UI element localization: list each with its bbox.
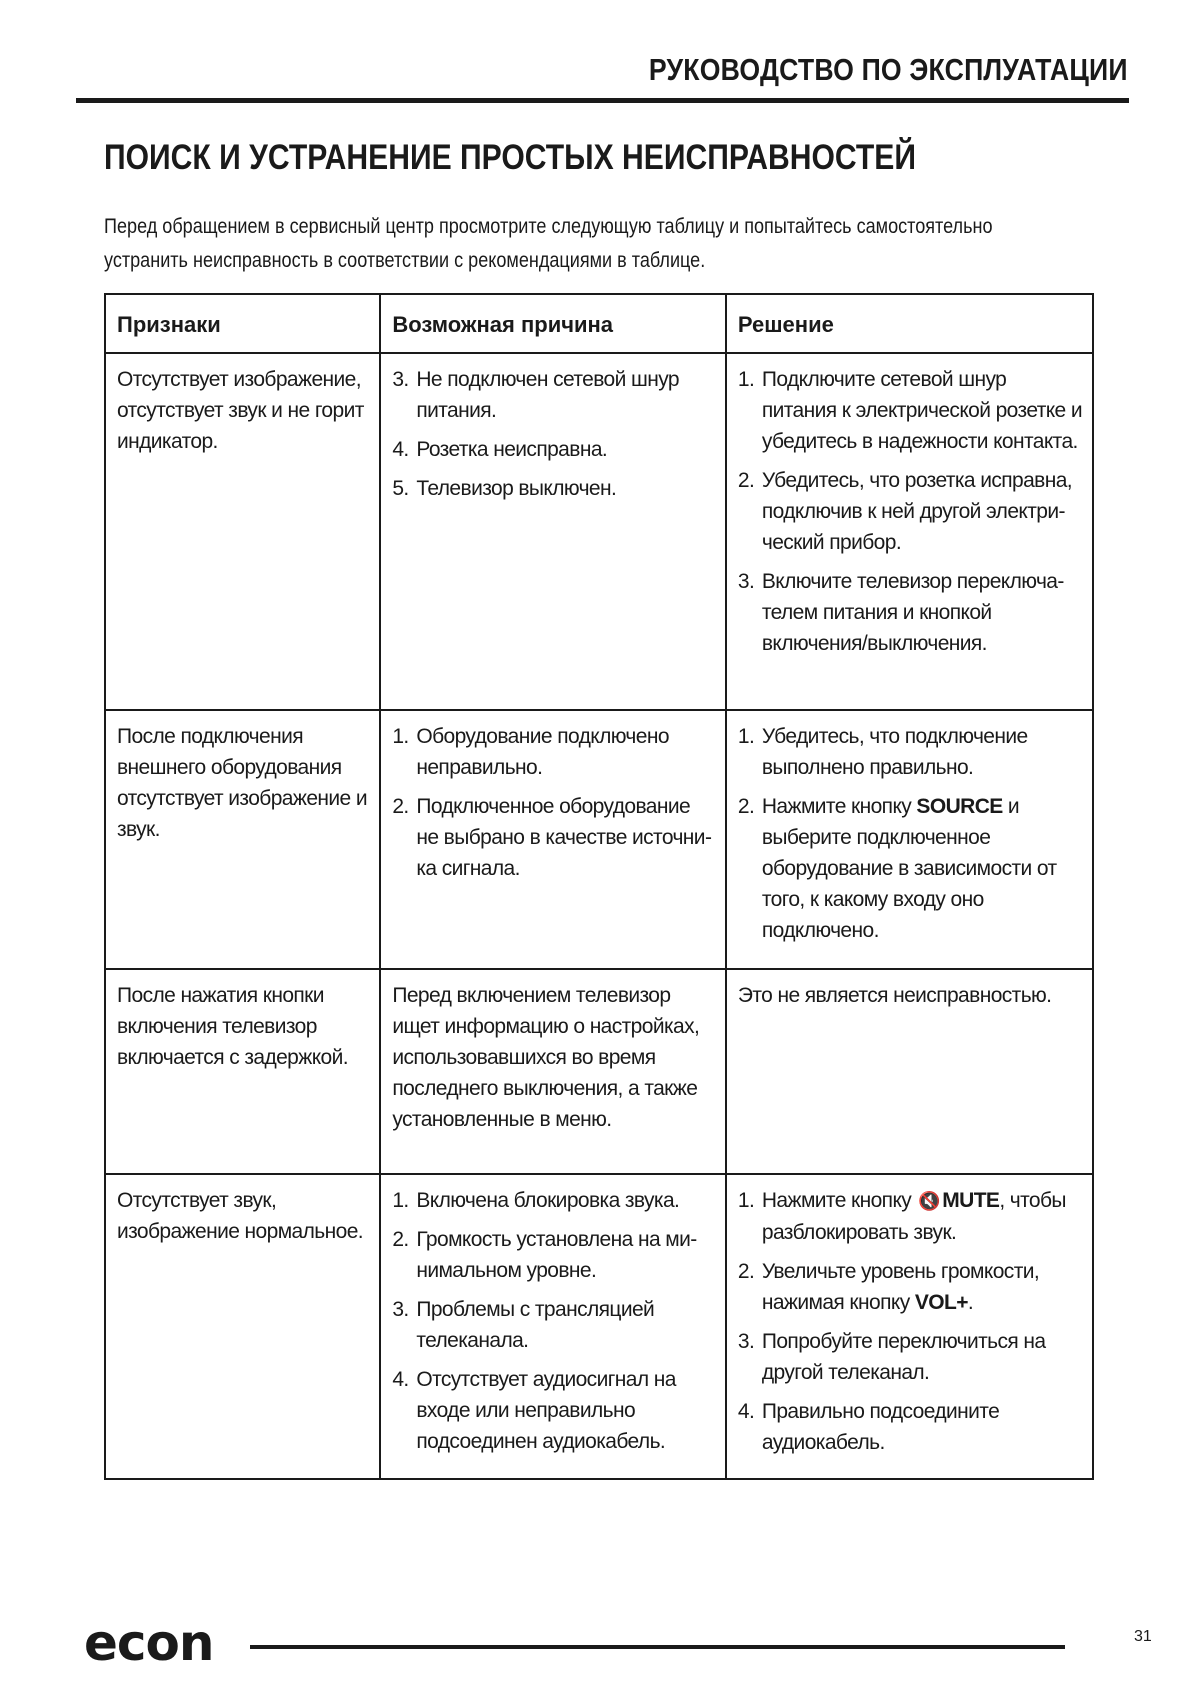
vol-key-label: VOL+	[914, 1291, 968, 1314]
solution-item: 1. Убедитесь, что подключение выполнено правильно.	[737, 725, 1028, 779]
table-row	[105, 710, 1093, 969]
cause-item: 1. Оборудование подключено неправильно.	[392, 725, 669, 779]
solution-cell	[726, 353, 1093, 710]
table-header-row	[105, 294, 1093, 353]
table-row	[105, 1174, 1093, 1479]
solution-item: 3. Включите телевизор переключателем питания и кнопкой включения/выключения.	[737, 570, 1065, 655]
section-title: ПОИСК И УСТРАНЕНИЕ ПРОСТЫХ НЕИСПРАВНОСТЕЙ	[104, 138, 917, 177]
solution-cell: Это не является неисправностью.	[726, 969, 1093, 1174]
mute-icon: 🔇	[918, 1191, 941, 1211]
cause-cell	[380, 353, 726, 710]
page-number: 31	[1134, 1628, 1152, 1645]
intro-line: устранить неисправность в соответствии с рекомендациями в таблице.	[104, 249, 706, 272]
table-row	[105, 353, 1093, 710]
symptom-cell: После нажатия кнопки включения телевизор включается с задержкой.	[105, 969, 380, 1174]
solution-cell	[726, 1174, 1093, 1479]
solution-item: 2. Убедитесь, что розетка исправна, подключив к ней другой электрический прибор.	[737, 469, 1073, 554]
table-row	[105, 969, 1093, 1174]
footer-rule	[250, 1645, 1065, 1649]
header-solution: Решение	[726, 294, 1093, 353]
cause-item: 4. Розетка неисправна.	[392, 438, 608, 461]
symptom-cell: Отсутствует изображение, отсутствует звук и не горит индикатор.	[105, 353, 380, 710]
symptom-cell: После подключения внешнего оборудования отсутствует изображение и звук.	[105, 710, 380, 969]
solution-item: 4. Правильно подсоедините аудиокабель.	[737, 1400, 1000, 1454]
intro-paragraph	[104, 210, 998, 278]
document-header-title: РУКОВОДСТВО ПО ЭКСПЛУАТАЦИИ	[649, 52, 1128, 87]
cause-item: 3. Проблемы с трансляцией телеканала.	[392, 1298, 655, 1352]
intro-line: Перед обращением в сервисный центр просмотрите следующую таблицу и попытайтесь самостоятельно	[104, 215, 993, 238]
solution-item: 1. Нажмите кнопку 🔇MUTE, чтобы разблокировать звук.	[738, 1185, 1082, 1248]
solution-item: 2. Нажмите кнопку SOURCE и выберите подключенное оборудование в зависимости от того, к какому входу оно подключено.	[737, 795, 1057, 942]
cause-cell: Перед включением телевизор ищет информацию о настройках, использовавшихся во время последнего выключения, а также установленные в меню.	[380, 969, 726, 1174]
cause-item: 1. Включена блокировка звука.	[392, 1189, 680, 1212]
cause-item: 2. Громкость установлена на минимальном уровне.	[392, 1228, 698, 1282]
symptom-cell: Отсутствует звук, изображение нормальное.	[105, 1174, 380, 1479]
mute-key-label: MUTE	[942, 1189, 1000, 1212]
troubleshooting-table	[104, 293, 1094, 1480]
cause-item: 2. Подключенное оборудование не выбрано в качестве источника сигнала.	[392, 795, 712, 880]
econ-logo: econ	[84, 1614, 214, 1672]
header-cause: Возможная причина	[380, 294, 726, 353]
solution-cell	[726, 710, 1093, 969]
solution-item: 1. Подключите сетевой шнур питания к электрической розетке и убедитесь в надежности контакта.	[737, 368, 1082, 453]
solution-item: 2. Увеличьте уровень громкости, нажимая кнопку VOL+.	[737, 1260, 1040, 1314]
cause-item: 5. Телевизор выключен.	[392, 477, 617, 500]
header-symptoms: Признаки	[105, 294, 380, 353]
cause-item: 3. Не подключен сетевой шнур питания.	[392, 368, 679, 422]
cause-cell	[380, 1174, 726, 1479]
cause-item: 4. Отсутствует аудиосигнал на входе или неправильно подсоединен аудиокабель.	[392, 1368, 676, 1453]
cause-cell	[380, 710, 726, 969]
solution-item: 3. Попробуйте переключиться на другой телеканал.	[737, 1330, 1046, 1384]
header-rule	[76, 98, 1129, 103]
source-key-label: SOURCE	[916, 795, 1003, 818]
